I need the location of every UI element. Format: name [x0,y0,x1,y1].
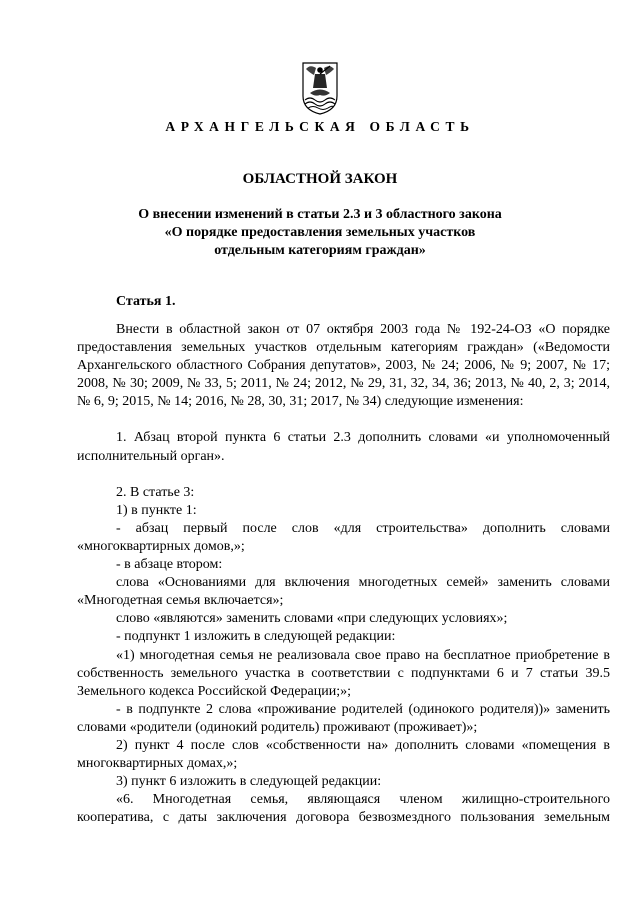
article-intro-paragraph: Внести в областной закон от 07 октября 2003 года № 192-24-ОЗ «О порядке предоставления земельных участков отдельным категориям граждан» («Ведомости Архангельского областного Собрания депутатов», 2003, № 24; 2006, № 9; 2007, № 17; 2008, № 30; 2009, № 33, 5; 2011, № 24; 2012, № 29, 31, 32, 34, 36; 2013, № 40, 2, 3; 2014, № 6, 9; 2015, № 14; 2016, № 28, 30, 31; 2017, № 34) следующие изменения: [77,322,610,410]
item-2-line: 3) пункт 6 изложить в следующей редакции: [116,774,382,790]
item-2-line: 1) в пункте 1: [116,502,197,518]
law-subtitle [0,206,640,260]
item-2-line: - в абзаце втором: [116,557,223,573]
item-2-line: «6. Многодетная семья, являющаяся членом жилищно-строительного кооператива, с даты заключения договора безвозмездного пользования земельным [77,792,610,826]
item-2-line: - абзац первый после слов «для строительства» дополнить словами «многоквартирных домов,»; [77,520,610,554]
region-heading: АРХАНГЕЛЬСКАЯ ОБЛАСТЬ [165,119,475,134]
item-1-paragraph: 1. Абзац второй пункта 6 статьи 2.3 дополнить словами «и уполномоченный исполнительный орган». [77,430,610,464]
subtitle-line: отдельным категориям граждан» [214,243,426,258]
article-body [77,321,610,827]
item-2-heading: 2. В статье 3: [116,484,195,500]
item-2-line: - подпункт 1 изложить в следующей редакции: [116,629,396,645]
item-2-line: 2) пункт 4 после слов «собственности на» дополнить словами «помещения в многоквартирных домах,»; [77,737,610,772]
subtitle-line: «О порядке предоставления земельных участков [164,225,476,240]
subtitle-line: О внесении изменений в статьи 2.3 и 3 областного закона [138,207,502,222]
item-2-line: - в подпункте 2 слова «проживание родителей (одинокого родителя))» заменить словами «родители (одинокий родитель) проживают (проживает)»; [77,701,610,735]
item-2-line: слова «Основаниями для включения многодетных семей» заменить словами «Многодетная семья включается»; [77,575,610,609]
item-2-line: «1) многодетная семья не реализовала свое право на бесплатное приобретение в собственность земельного участка в соответствии с подпунктами 6 и 7 статьи 39.5 Земельного кодекса Российской Федерации;»; [77,647,610,699]
article-heading: Статья 1. [116,294,176,309]
law-type-title: ОБЛАСТНОЙ ЗАКОН [242,171,398,187]
coat-of-arms-emblem [300,60,340,116]
item-2-line: слово «являются» заменить словами «при следующих условиях»; [116,611,508,627]
